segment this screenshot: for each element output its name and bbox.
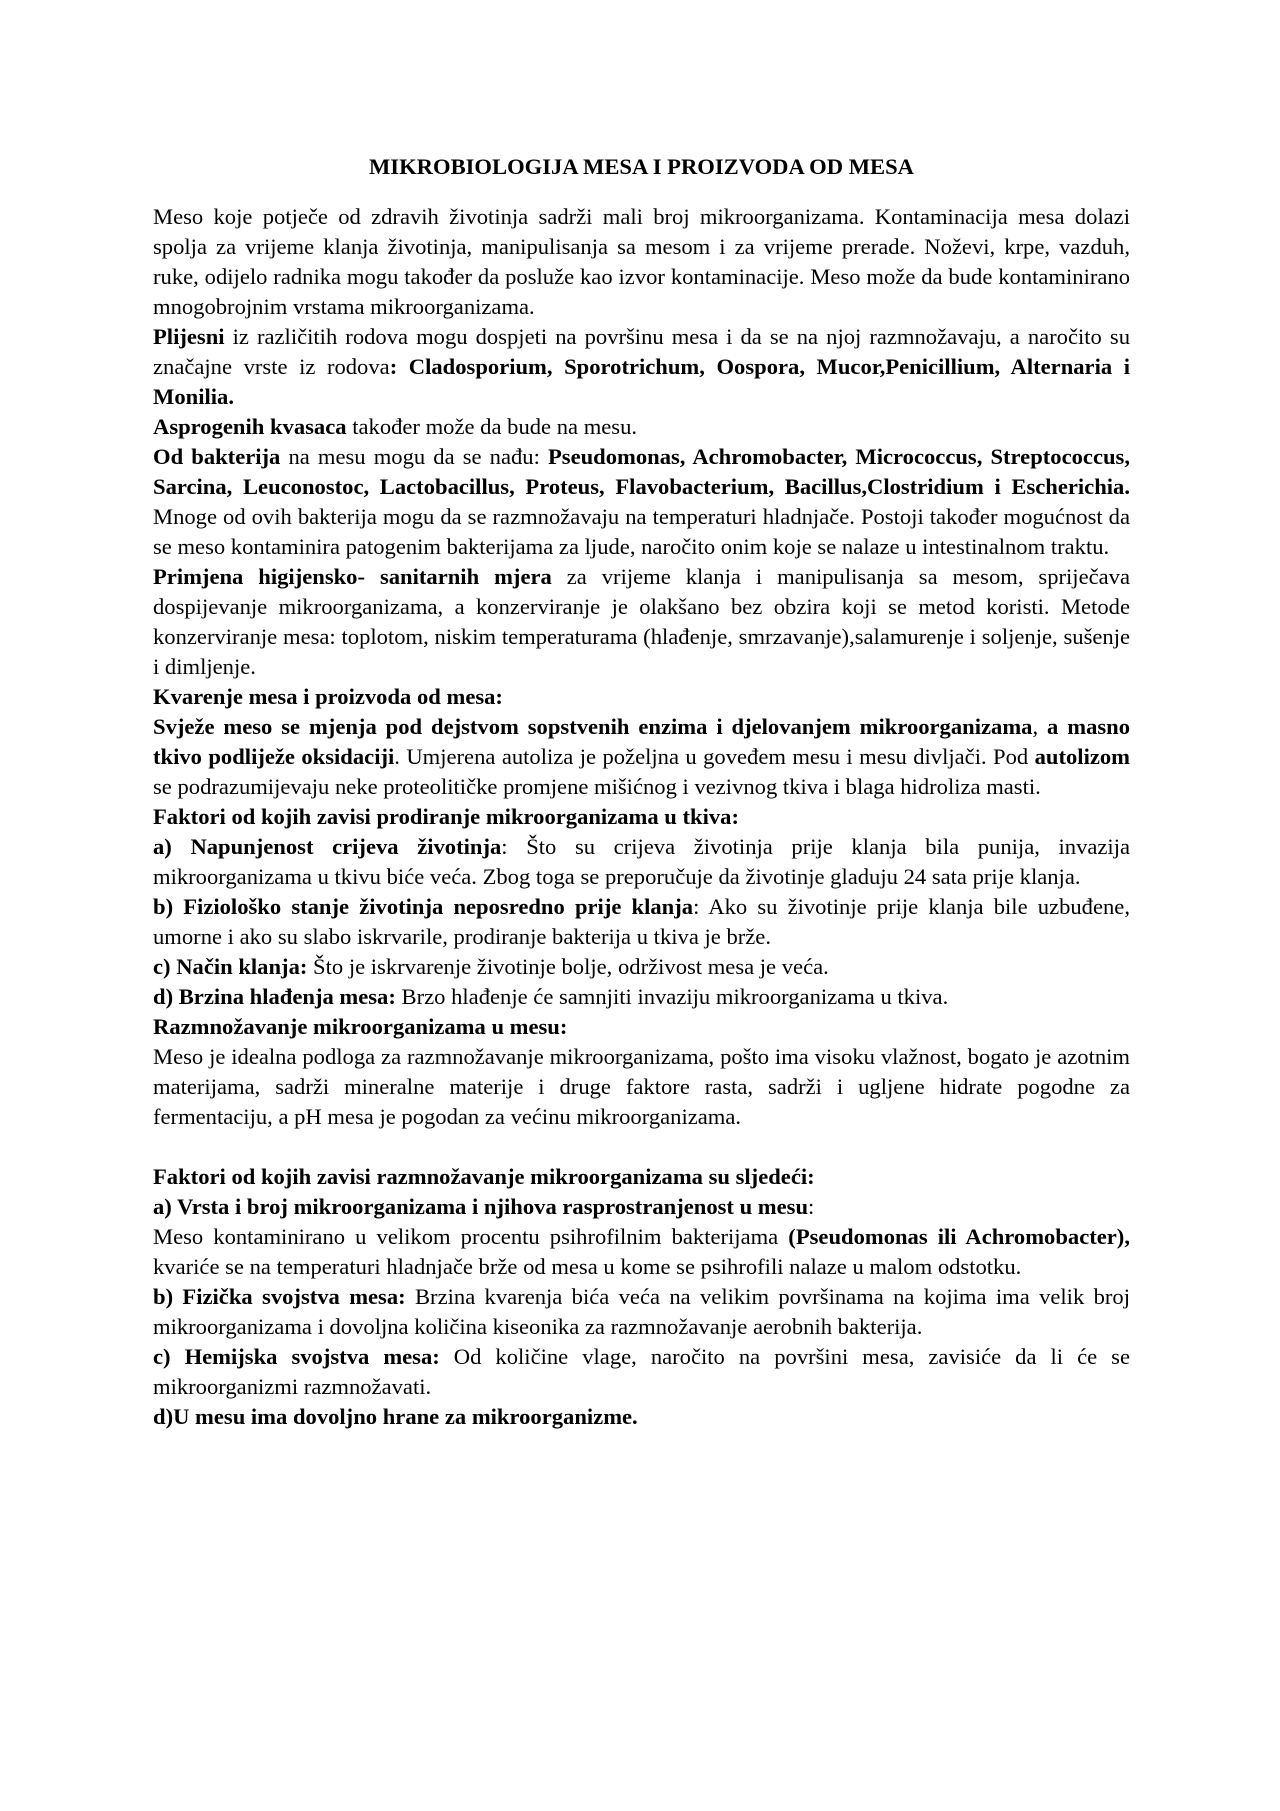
paragraph-plijesni <box>153 322 1130 412</box>
body-text: : Što su crijeva životinja prije klanja bila punija, invazija mikroorganizama u tkivu biće veća. Zbog toga se preporučuje da životinje gladuju 24 sata prije klanja. <box>153 834 1131 889</box>
paragraph-factor-c <box>153 952 1130 982</box>
bold-text: Faktori od kojih zavisi razmnožavanje mikroorganizama su sljedeći: <box>153 1164 815 1189</box>
bold-text: b) Fiziološko stanje životinja neposredno prije klanja <box>153 894 694 919</box>
bold-text: b) Fizička svojstva mesa: <box>153 1284 406 1309</box>
document-page <box>153 152 1130 1432</box>
body-text: : Ako su životinje prije klanja bile uzbuđene, umorne i ako su slabo iskrvarile, prodiranje bakterija u tkiva je brže. <box>153 894 1130 949</box>
document-body <box>153 202 1130 1432</box>
bold-text: Od bakterija <box>153 444 281 469</box>
body-text: Mnoge od ovih bakterija mogu da se razmnožavaju na temperaturi hladnjače. Postoji također mogućnost da se meso kontaminira patogenim bakterijama za ljude, naročito onim koje se nalaze u intestinalnom traktu. <box>153 504 1130 559</box>
body-text: : <box>808 1194 815 1219</box>
paragraph-faktori-razmnozavanje <box>153 1162 1130 1192</box>
paragraph-razmnozavanje-heading <box>153 1012 1130 1042</box>
paragraph-podloga <box>153 1042 1130 1132</box>
bold-text: Razmnožavanje mikroorganizama u mesu: <box>153 1014 568 1039</box>
paragraph-factor-b <box>153 892 1130 952</box>
bold-text: Faktori od kojih zavisi prodiranje mikroorganizama u tkiva: <box>153 804 739 829</box>
bold-text: d)U mesu ima dovoljno hrane za mikroorganizme. <box>153 1404 638 1429</box>
bold-text: a) Napunjenost crijeva životinja <box>153 834 502 859</box>
bold-text: Pseudomonas, Achromobacter, Micrococcus, Streptococcus, Sarcina, Leuconostoc, Lactobacillus, Proteus, Flavobacterium, Bacillus,Clostridium i Escherichia. <box>153 444 1130 499</box>
document-title: MIKROBIOLOGIJA MESA I PROIZVODA OD MESA <box>368 154 914 179</box>
body-text: kvariće se na temperaturi hladnjače brže od mesa u kome se psihrofili nalaze u malom odstotku. <box>153 1254 1022 1279</box>
bold-text: d) Brzina hlađenja mesa: <box>153 984 396 1009</box>
bold-text: Plijesni <box>153 324 225 349</box>
bold-text: (Pseudomonas ili Achromobacter), <box>788 1224 1130 1249</box>
paragraph-factor2-d <box>153 1402 1130 1432</box>
paragraph-factor2-a <box>153 1222 1130 1282</box>
bold-text: c) Način klanja: <box>153 954 308 979</box>
body-text: Brzo hlađenje će samnjiti invaziju mikroorganizama u tkiva. <box>395 984 949 1009</box>
paragraph-gap <box>153 1132 1130 1162</box>
body-text: se podrazumijevaju neke proteolitičke promjene mišićnog i vezivnog tkiva i blaga hidroliza masti. <box>153 774 1041 799</box>
body-text: Od količine vlage, naročito na površini mesa, zavisiće da li će se mikroorganizmi razmnožavati. <box>153 1344 1130 1399</box>
body-text: Meso kontaminirano u velikom procentu psihrofilnim bakterijama <box>153 1224 789 1249</box>
body-text: . Umjerena autoliza je poželjna u goveđem mesu i mesu divljači. Pod <box>394 744 1035 769</box>
paragraph-factor2-a-title <box>153 1192 1130 1222</box>
body-text: Meso koje potječe od zdravih životinja sadrži mali broj mikroorganizama. Kontaminacija mesa dolazi spolja za vrijeme klanja životinja, manipulisanja sa mesom i za vrijeme prerade. Noževi, krpe, vazduh, ruke, odijelo radnika mogu također da posluže kao izvor kontaminacije. Meso može da bude kontaminirano mnogobrojnim vrstama mikroorganizama. <box>153 204 1130 319</box>
body-text: Brzina kvarenja bića veća na velikim površinama na kojima ima velik broj mikroorganizama i dovoljna količina kiseonika za razmnožavanje aerobnih bakterija. <box>153 1284 1130 1339</box>
body-text: Meso je idealna podloga za razmnožavanje mikroorganizama, pošto ima visoku vlažnost, bogato je azotnim materijama, sadrži mineralne materije i druge faktore rasta, sadrži i ugljene hidrate pogodne za fermentaciju, a pH mesa je pogodan za većinu mikroorganizama. <box>153 1044 1130 1129</box>
paragraph-faktori-prodiranje <box>153 802 1130 832</box>
bold-text: a) Vrsta i broj mikroorganizama i njihova rasprostranjenost u mesu <box>153 1194 809 1219</box>
bold-text: Svježe meso se mjenja pod dejstvom sopstvenih enzima i djelovanjem mikroorganizama <box>153 714 1033 739</box>
paragraph-svjeze <box>153 712 1130 802</box>
body-text: iz različitih rodova mogu dospjeti na površinu mesa i da se na njoj razmnožavaju, a naročito su značajne vrste iz rodova <box>153 324 1130 379</box>
body-text: također može da bude na mesu. <box>346 414 638 439</box>
body-text: na mesu mogu da se nađu: <box>280 444 548 469</box>
bold-text: c) Hemijska svojstva mesa: <box>153 1344 440 1369</box>
paragraph-factor2-b <box>153 1282 1130 1342</box>
bold-text: a masno tkivo podliježe oksidaciji <box>153 714 1131 769</box>
paragraph-kvarenje-heading <box>153 682 1130 712</box>
bold-text: Kvarenje mesa i proizvoda od mesa: <box>153 684 503 709</box>
body-text: Što je iskrvarenje životinje bolje, održivost mesa je veća. <box>307 954 829 979</box>
bold-text: Asprogenih kvasaca <box>153 414 347 439</box>
paragraph-intro <box>153 202 1130 322</box>
body-text: , <box>1032 714 1048 739</box>
paragraph-higijena <box>153 562 1130 682</box>
paragraph-factor-d <box>153 982 1130 1012</box>
bold-text: : Cladosporium, Sporotrichum, Oospora, Mucor,Penicillium, Alternaria i Monilia. <box>153 354 1131 409</box>
paragraph-bakterije <box>153 442 1130 562</box>
paragraph-kvasci <box>153 412 1130 442</box>
body-text: za vrijeme klanja i manipulisanja sa mesom, spriječava dospijevanje mikroorganizama, a konzerviranje je olakšano bez obzira koji se metod koristi. Metode konzerviranje mesa: toplotom, niskim temperaturama (hlađenje, smrzavanje),salamurenje i soljenje, sušenje i dimljenje. <box>153 564 1130 679</box>
bold-text: Primjena higijensko- sanitarnih mjera <box>153 564 552 589</box>
paragraph-factor2-c <box>153 1342 1130 1402</box>
bold-text: autolizom <box>1034 744 1130 769</box>
paragraph-factor-a <box>153 832 1130 892</box>
